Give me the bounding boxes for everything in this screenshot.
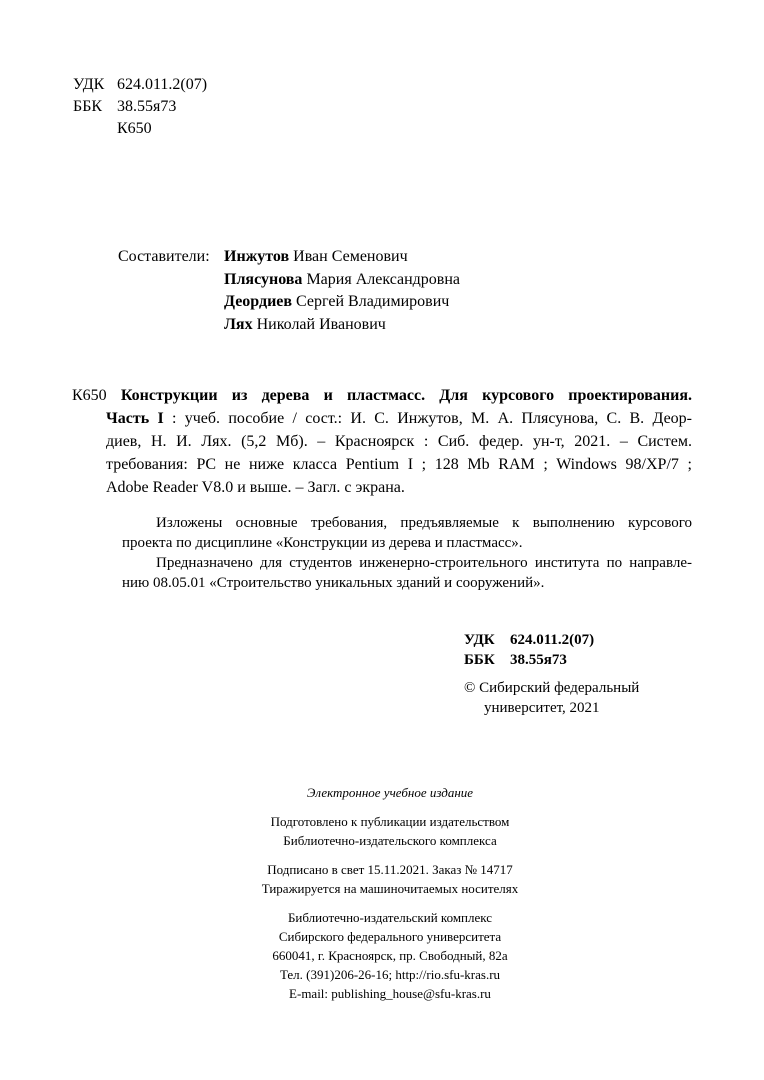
bib-title: Конструкции из дерева и пластмасс. Для курсового проектирования. (120, 387, 692, 404)
bbk-label: ББК (464, 652, 495, 668)
udk-row (73, 74, 207, 96)
abstract-p1-line1: Изложены основные требования, предъявляемые к выполнению курсового (156, 515, 692, 531)
udk-label: УДК (73, 76, 105, 93)
publisher-phone-web: Тел. (391)206-26-16; http://rio.sfu-kras.ru (279, 967, 501, 982)
prepared-line2: Библиотечно-издательского комплекса (283, 833, 497, 848)
bbk-value: 38.55я73 (117, 98, 177, 115)
bbk-value: 38.55я73 (510, 652, 567, 668)
compiler-surname: Плясунова (224, 270, 303, 288)
replication-note: Тиражируется на машиночитаемых носителях (261, 881, 519, 896)
bib-line-2 (72, 408, 692, 431)
publisher-line1: Библиотечно-издательский комплекс (287, 910, 493, 925)
author-sign: К650 (117, 120, 152, 137)
bbk-row (73, 96, 207, 118)
udk-value: 624.011.2(07) (117, 76, 208, 93)
compiler-surname: Лях (224, 315, 253, 333)
bib-line-3: диев, Н. И. Лях. (5,2 Мб). – Красноярск : Сиб. федер. ун-т, 2021. – Систем. (106, 433, 692, 450)
top-classification-codes (73, 74, 207, 140)
abstract (122, 513, 692, 593)
compiler-row (118, 246, 460, 269)
copyright-line1: © Сибирский федеральный (464, 680, 640, 696)
compilers-prefix: Составители: (118, 248, 210, 265)
edition-type: Электронное учебное издание (306, 785, 474, 800)
compiler-given-name: Иван Семенович (293, 248, 408, 265)
abstract-p1-line2: проекта по дисциплине «Конструкции из дерева и пластмасс». (122, 535, 523, 551)
udk-label: УДК (464, 632, 495, 648)
publisher-email: E-mail: publishing_house@sfu-kras.ru (289, 986, 491, 1001)
publisher-line2: Сибирского федерального университета (278, 929, 502, 944)
compiler-surname: Инжутов (224, 248, 290, 265)
bbk-row-bottom (464, 650, 594, 670)
bib-line-title (72, 385, 692, 408)
bib-sign: К650 (72, 387, 107, 404)
abstract-p2-line2: нию 08.05.01 «Строительство уникальных зданий и сооружений». (122, 575, 545, 591)
compiler-row (118, 314, 460, 337)
compiler-given-name: Николай Иванович (256, 315, 386, 333)
compiler-surname: Деордиев (224, 293, 293, 310)
prepared-line1: Подготовлено к публикации издательством (270, 814, 510, 829)
copyright-line2: университет, 2021 (484, 700, 600, 716)
bibliographic-record (72, 385, 692, 500)
compilers-block (118, 246, 460, 336)
bib-part: Часть I (106, 410, 164, 427)
udk-value: 624.011.2(07) (510, 632, 595, 648)
compiler-row (118, 291, 460, 314)
publisher-address: 660041, г. Красноярск, пр. Свободный, 82а (272, 948, 508, 963)
bib-line-4: требования: PC не ниже класса Pentium I ; 128 Mb RAM ; Windows 98/XP/7 ; (106, 456, 692, 473)
bbk-label: ББК (73, 98, 103, 115)
imprint (180, 783, 600, 1003)
compiler-row (118, 269, 460, 292)
copyright (464, 678, 639, 718)
bib-description: : учеб. пособие / сост.: И. С. Инжутов, М. А. Плясунова, С. В. Деор- (163, 410, 693, 427)
udk-row-bottom (464, 630, 594, 650)
signed-for-release: Подписано в свет 15.11.2021. Заказ № 14717 (267, 862, 513, 877)
bottom-classification-codes (464, 630, 594, 670)
compiler-given-name: Сергей Владимирович (296, 293, 450, 310)
compiler-given-name: Мария Александровна (306, 270, 461, 288)
bib-line-5: Adobe Reader V8.0 и выше. – Загл. с экрана. (106, 479, 405, 496)
abstract-p2-line1: Предназначено для студентов инженерно-строительного института по направле- (156, 555, 692, 571)
